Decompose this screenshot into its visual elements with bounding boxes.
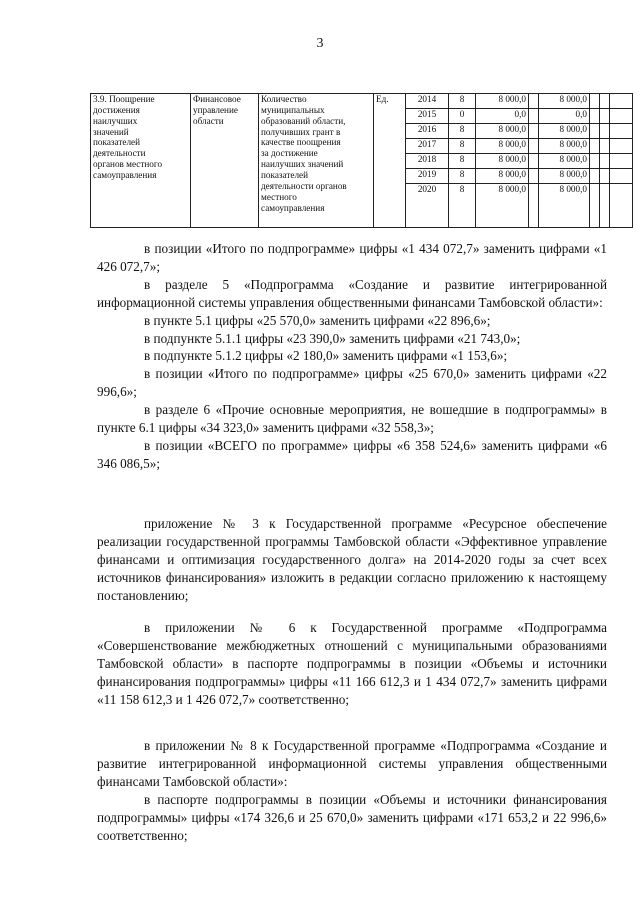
year-cell: 2018 bbox=[406, 154, 449, 169]
empty-cell bbox=[610, 124, 633, 139]
appendix-3-text bbox=[97, 515, 607, 605]
cell-line: самоуправления bbox=[93, 170, 157, 181]
cell-line: наилучших bbox=[93, 115, 138, 126]
amendments-text bbox=[97, 240, 607, 473]
amount2-cell: 8 000,0 bbox=[539, 124, 590, 139]
table-row bbox=[91, 94, 633, 109]
paragraph: в подпункте 5.1.1 цифры «23 390,0» заменить цифрами «21 743,0»; bbox=[144, 330, 521, 346]
cell-line: за достижение bbox=[261, 148, 318, 159]
amount2-cell: 8 000,0 bbox=[539, 94, 590, 109]
empty-cell bbox=[590, 124, 600, 139]
cell-line: значений bbox=[93, 126, 129, 137]
empty-cell bbox=[529, 154, 539, 169]
paragraph: в позиции «ВСЕГО по программе» цифры «6 358 524,6» заменить цифрами «6 346 086,5»; bbox=[97, 437, 607, 471]
count-cell: 0 bbox=[449, 109, 476, 124]
empty-cell bbox=[600, 139, 610, 154]
paragraph: в паспорте подпрограммы в позиции «Объемы и источники финансирования подпрограммы» цифры «174 326,6 и 25 670,0» заменить цифрами «171 653,2 и 22 996,6» соответственно; bbox=[97, 791, 607, 843]
empty-cell bbox=[610, 169, 633, 184]
empty-cell bbox=[600, 94, 610, 109]
amount-cell: 8 000,0 bbox=[476, 94, 529, 109]
paragraph: в разделе 5 «Подпрограмма «Создание и развитие интегрированной информационной системы управления общественными финансами Тамбовской области»: bbox=[97, 276, 607, 310]
empty-cell bbox=[610, 109, 633, 124]
count-cell: 8 bbox=[449, 169, 476, 184]
cell-line: самоуправления bbox=[261, 202, 325, 213]
unit-cell: Ед. bbox=[374, 94, 406, 228]
empty-cell bbox=[529, 124, 539, 139]
amount-cell: 8 000,0 bbox=[476, 154, 529, 169]
empty-cell bbox=[590, 94, 600, 109]
appendix-6-text bbox=[97, 619, 607, 709]
cell-line: деятельности bbox=[93, 148, 146, 159]
cell-line: достижения bbox=[93, 104, 140, 115]
executor-cell bbox=[191, 94, 259, 228]
amount2-cell: 8 000,0 bbox=[539, 139, 590, 154]
year-cell: 2014 bbox=[406, 94, 449, 109]
amount-cell: 8 000,0 bbox=[476, 139, 529, 154]
cell-line: качестве поощрения bbox=[261, 137, 341, 148]
empty-cell bbox=[600, 169, 610, 184]
amount2-cell: 0,0 bbox=[539, 109, 590, 124]
count-cell: 8 bbox=[449, 124, 476, 139]
cell-line: 3.9. Поощрение bbox=[93, 94, 155, 104]
amount-cell: 8 000,0 bbox=[476, 124, 529, 139]
year-cell: 2016 bbox=[406, 124, 449, 139]
year-cell: 2017 bbox=[406, 139, 449, 154]
cell-line: образований области, bbox=[261, 115, 346, 126]
paragraph: приложение № 3 к Государственной программе «Ресурсное обеспечение реализации государственной программы Тамбовской области «Эффективное управление финансами и оптимизация государственного долга» на 2014-2020 годы за счет всех источников финансирования» изложить в редакции согласно приложению к настоящему постановлению; bbox=[97, 516, 607, 603]
paragraph: в подпункте 5.1.2 цифры «2 180,0» заменить цифрами «1 153,6»; bbox=[144, 348, 508, 364]
empty-cell bbox=[600, 109, 610, 124]
count-cell: 8 bbox=[449, 154, 476, 169]
empty-cell bbox=[590, 169, 600, 184]
empty-cell bbox=[529, 139, 539, 154]
cell-line: области bbox=[193, 115, 224, 126]
amount-cell: 8 000,0 bbox=[476, 169, 529, 184]
cell-line: показателей bbox=[93, 137, 141, 148]
empty-cell bbox=[529, 169, 539, 184]
cell-line: показателей bbox=[261, 170, 309, 181]
paragraph: в позиции «Итого по подпрограмме» цифры «25 670,0» заменить цифрами «22 996,6»; bbox=[97, 366, 607, 400]
indicator-table bbox=[90, 93, 633, 228]
empty-cell bbox=[590, 109, 600, 124]
indicator-cell bbox=[259, 94, 374, 228]
empty-cell bbox=[529, 184, 539, 228]
measure-name-cell bbox=[91, 94, 191, 228]
empty-cell bbox=[600, 184, 610, 228]
paragraph: в разделе 6 «Прочие основные мероприятия, не вошедшие в подпрограммы» в пункте 6.1 цифры «34 323,0» заменить цифрами «32 558,3»; bbox=[97, 402, 607, 436]
cell-line: муниципальных bbox=[261, 104, 325, 115]
amount-cell: 0,0 bbox=[476, 109, 529, 124]
count-cell: 8 bbox=[449, 184, 476, 228]
empty-cell bbox=[610, 139, 633, 154]
empty-cell bbox=[590, 154, 600, 169]
cell-line: местного bbox=[261, 191, 297, 202]
amount2-cell: 8 000,0 bbox=[539, 169, 590, 184]
count-cell: 8 bbox=[449, 139, 476, 154]
cell-line: Финансовое bbox=[193, 94, 241, 104]
paragraph: в приложении № 6 к Государственной программе «Подпрограмма «Совершенствование межбюджетных отношений с муниципальными образованиями Тамбовской области» в паспорте подпрограммы в позиции «Объемы и источники финансирования подпрограммы» цифры «11 166 612,3 и 1 434 072,7» заменить цифрами «11 158 612,3 и 1 426 072,7» соответственно; bbox=[97, 620, 607, 707]
empty-cell bbox=[610, 154, 633, 169]
appendix-8-text bbox=[97, 737, 607, 844]
paragraph: в пункте 5.1 цифры «25 570,0» заменить цифрами «22 896,6»; bbox=[144, 312, 491, 328]
empty-cell bbox=[610, 94, 633, 109]
year-cell: 2015 bbox=[406, 109, 449, 124]
year-cell: 2019 bbox=[406, 169, 449, 184]
amount2-cell: 8 000,0 bbox=[539, 154, 590, 169]
year-cell: 2020 bbox=[406, 184, 449, 228]
cell-line: органов местного bbox=[93, 159, 163, 170]
empty-cell bbox=[529, 94, 539, 109]
empty-cell bbox=[590, 139, 600, 154]
paragraph: в позиции «Итого по подпрограмме» цифры «1 434 072,7» заменить цифрами «1 426 072,7»; bbox=[97, 241, 607, 274]
cell-line: получивших грант в bbox=[261, 126, 341, 137]
amount-cell: 8 000,0 bbox=[476, 184, 529, 228]
empty-cell bbox=[600, 124, 610, 139]
amount2-cell: 8 000,0 bbox=[539, 184, 590, 228]
cell-line: Количество bbox=[261, 94, 307, 104]
empty-cell bbox=[610, 184, 633, 228]
empty-cell bbox=[590, 184, 600, 228]
cell-line: деятельности органов bbox=[261, 180, 347, 191]
paragraph: в приложении № 8 к Государственной программе «Подпрограмма «Создание и развитие интегрированной информационной системы управления общественными финансами Тамбовской области»: bbox=[97, 738, 607, 789]
cell-line: наилучших значений bbox=[261, 159, 344, 170]
count-cell: 8 bbox=[449, 94, 476, 109]
empty-cell bbox=[600, 154, 610, 169]
page-number: 3 bbox=[316, 36, 324, 51]
empty-cell bbox=[529, 109, 539, 124]
cell-line: управление bbox=[193, 104, 238, 115]
